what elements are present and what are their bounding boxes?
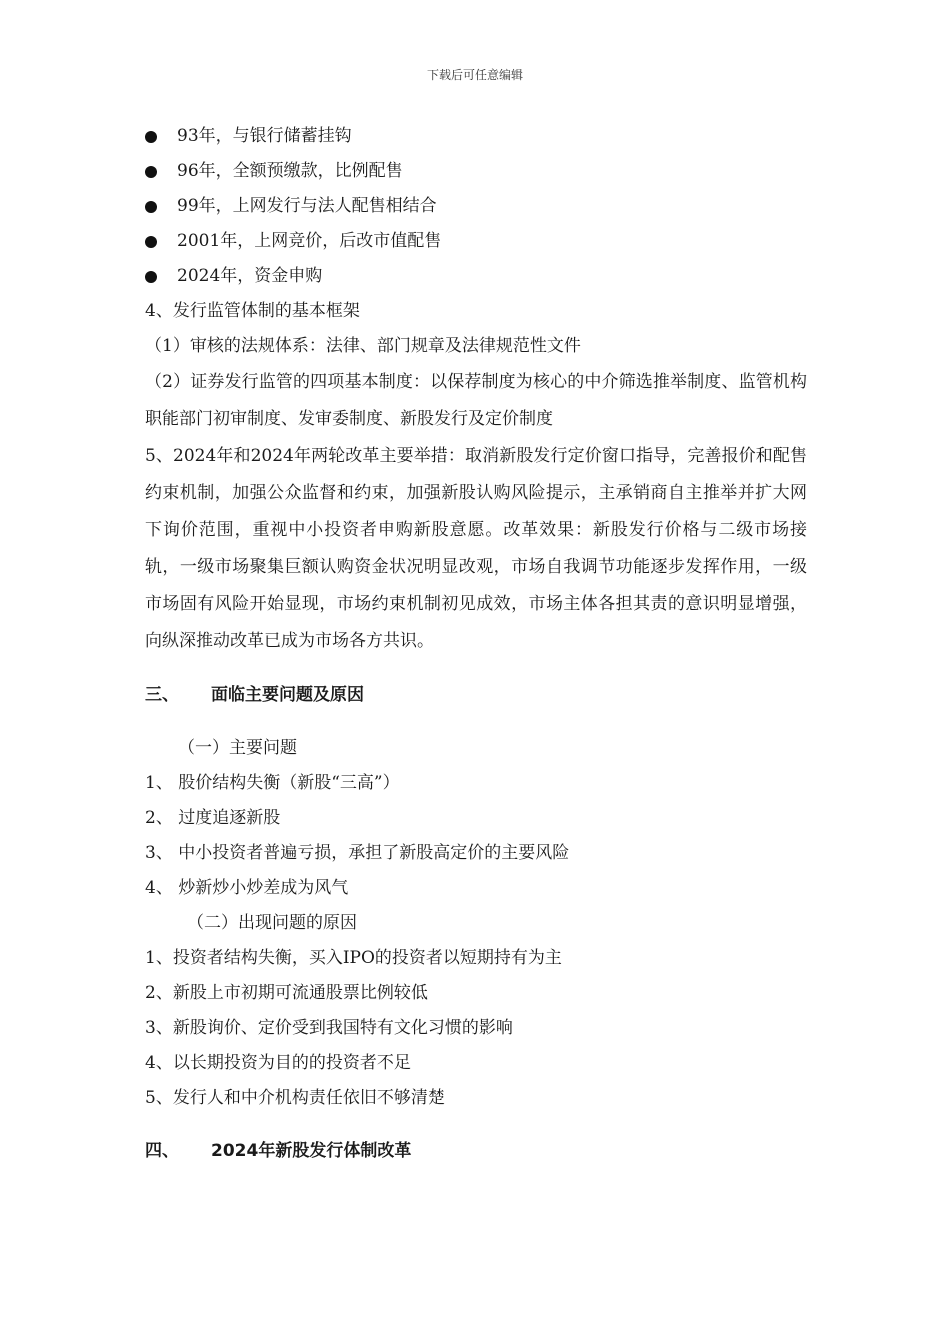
bullet-text: 2001年，上网竞价，后改市值配售 (177, 231, 442, 251)
section4-title: 2024年新股发行体制改革 (211, 1141, 412, 1161)
cause-item: 5、发行人和中介机构责任依旧不够清楚 (145, 1088, 445, 1108)
section3-number: 三、 (145, 685, 179, 705)
bullet-dot-icon (145, 201, 157, 213)
bullet-dot-icon (145, 166, 157, 178)
section4-heading (145, 1134, 807, 1169)
bullet-item (145, 119, 807, 154)
bullet-item (145, 259, 807, 294)
bullet-dot-icon (145, 271, 157, 283)
section4-number: 四、 (145, 1141, 179, 1161)
bullet-item (145, 154, 807, 189)
bullet-text: 93年，与银行储蓄挂钩 (177, 126, 352, 146)
item4-sub1: （1）审核的法规体系：法律、部门规章及法律规范性文件 (145, 336, 581, 356)
section3-sub2-title: （二）出现问题的原因 (187, 913, 357, 933)
problem-item: 3、 中小投资者普遍亏损，承担了新股高定价的主要风险 (145, 843, 570, 863)
cause-item: 3、新股询价、定价受到我国特有文化习惯的影响 (145, 1018, 513, 1038)
item5-paragraph: 5、2024年和2024年两轮改革主要举措：取消新股发行定价窗口指导，完善报价和配售约束机制，加强公众监督和约束，加强新股认购风险提示，主承销商自主推举并扩大网下询价范围，重视中小投资者申购新股意愿。改革效果：新股发行价格与二级市场接轨，一级市场聚集巨额认购资金状况明显改观，市场自我调节功能逐步发挥作用，一级市场固有风险开始显现，市场约束机制初见成效，市场主体各担其责的意识明显增强，向纵深推动改革已成为市场各方共识。 (145, 446, 807, 651)
cause-item: 2、新股上市初期可流通股票比例较低 (145, 983, 428, 1003)
page-header: 下载后可任意编辑 (426, 68, 523, 82)
problem-item: 4、 炒新炒小炒差成为风气 (145, 878, 349, 898)
item4-sub2: （2）证券发行监管的四项基本制度：以保荐制度为核心的中介筛选推举制度、监管机构职能部门初审制度、发审委制度、新股发行及定价制度 (145, 372, 807, 429)
problem-item: 1、 股价结构失衡（新股“三高”） (145, 773, 400, 793)
problem-item: 2、 过度追逐新股 (145, 808, 281, 828)
bullet-text: 2024年，资金申购 (177, 266, 323, 286)
bullet-text: 99年，上网发行与法人配售相结合 (177, 196, 437, 216)
cause-item: 4、以长期投资为目的的投资者不足 (145, 1053, 411, 1073)
bullet-text: 96年，全额预缴款，比例配售 (177, 161, 403, 181)
section3-heading (145, 678, 807, 713)
section3-title: 面临主要问题及原因 (211, 685, 364, 705)
bullet-dot-icon (145, 131, 157, 143)
document-body (145, 119, 807, 1187)
section3-sub1-title: （一）主要问题 (178, 738, 297, 758)
cause-item: 1、投资者结构失衡，买入IPO的投资者以短期持有为主 (145, 948, 562, 968)
item4-title: 4、发行监管体制的基本框架 (145, 301, 360, 321)
bullet-dot-icon (145, 236, 157, 248)
bullet-item (145, 189, 807, 224)
bullet-item (145, 224, 807, 259)
